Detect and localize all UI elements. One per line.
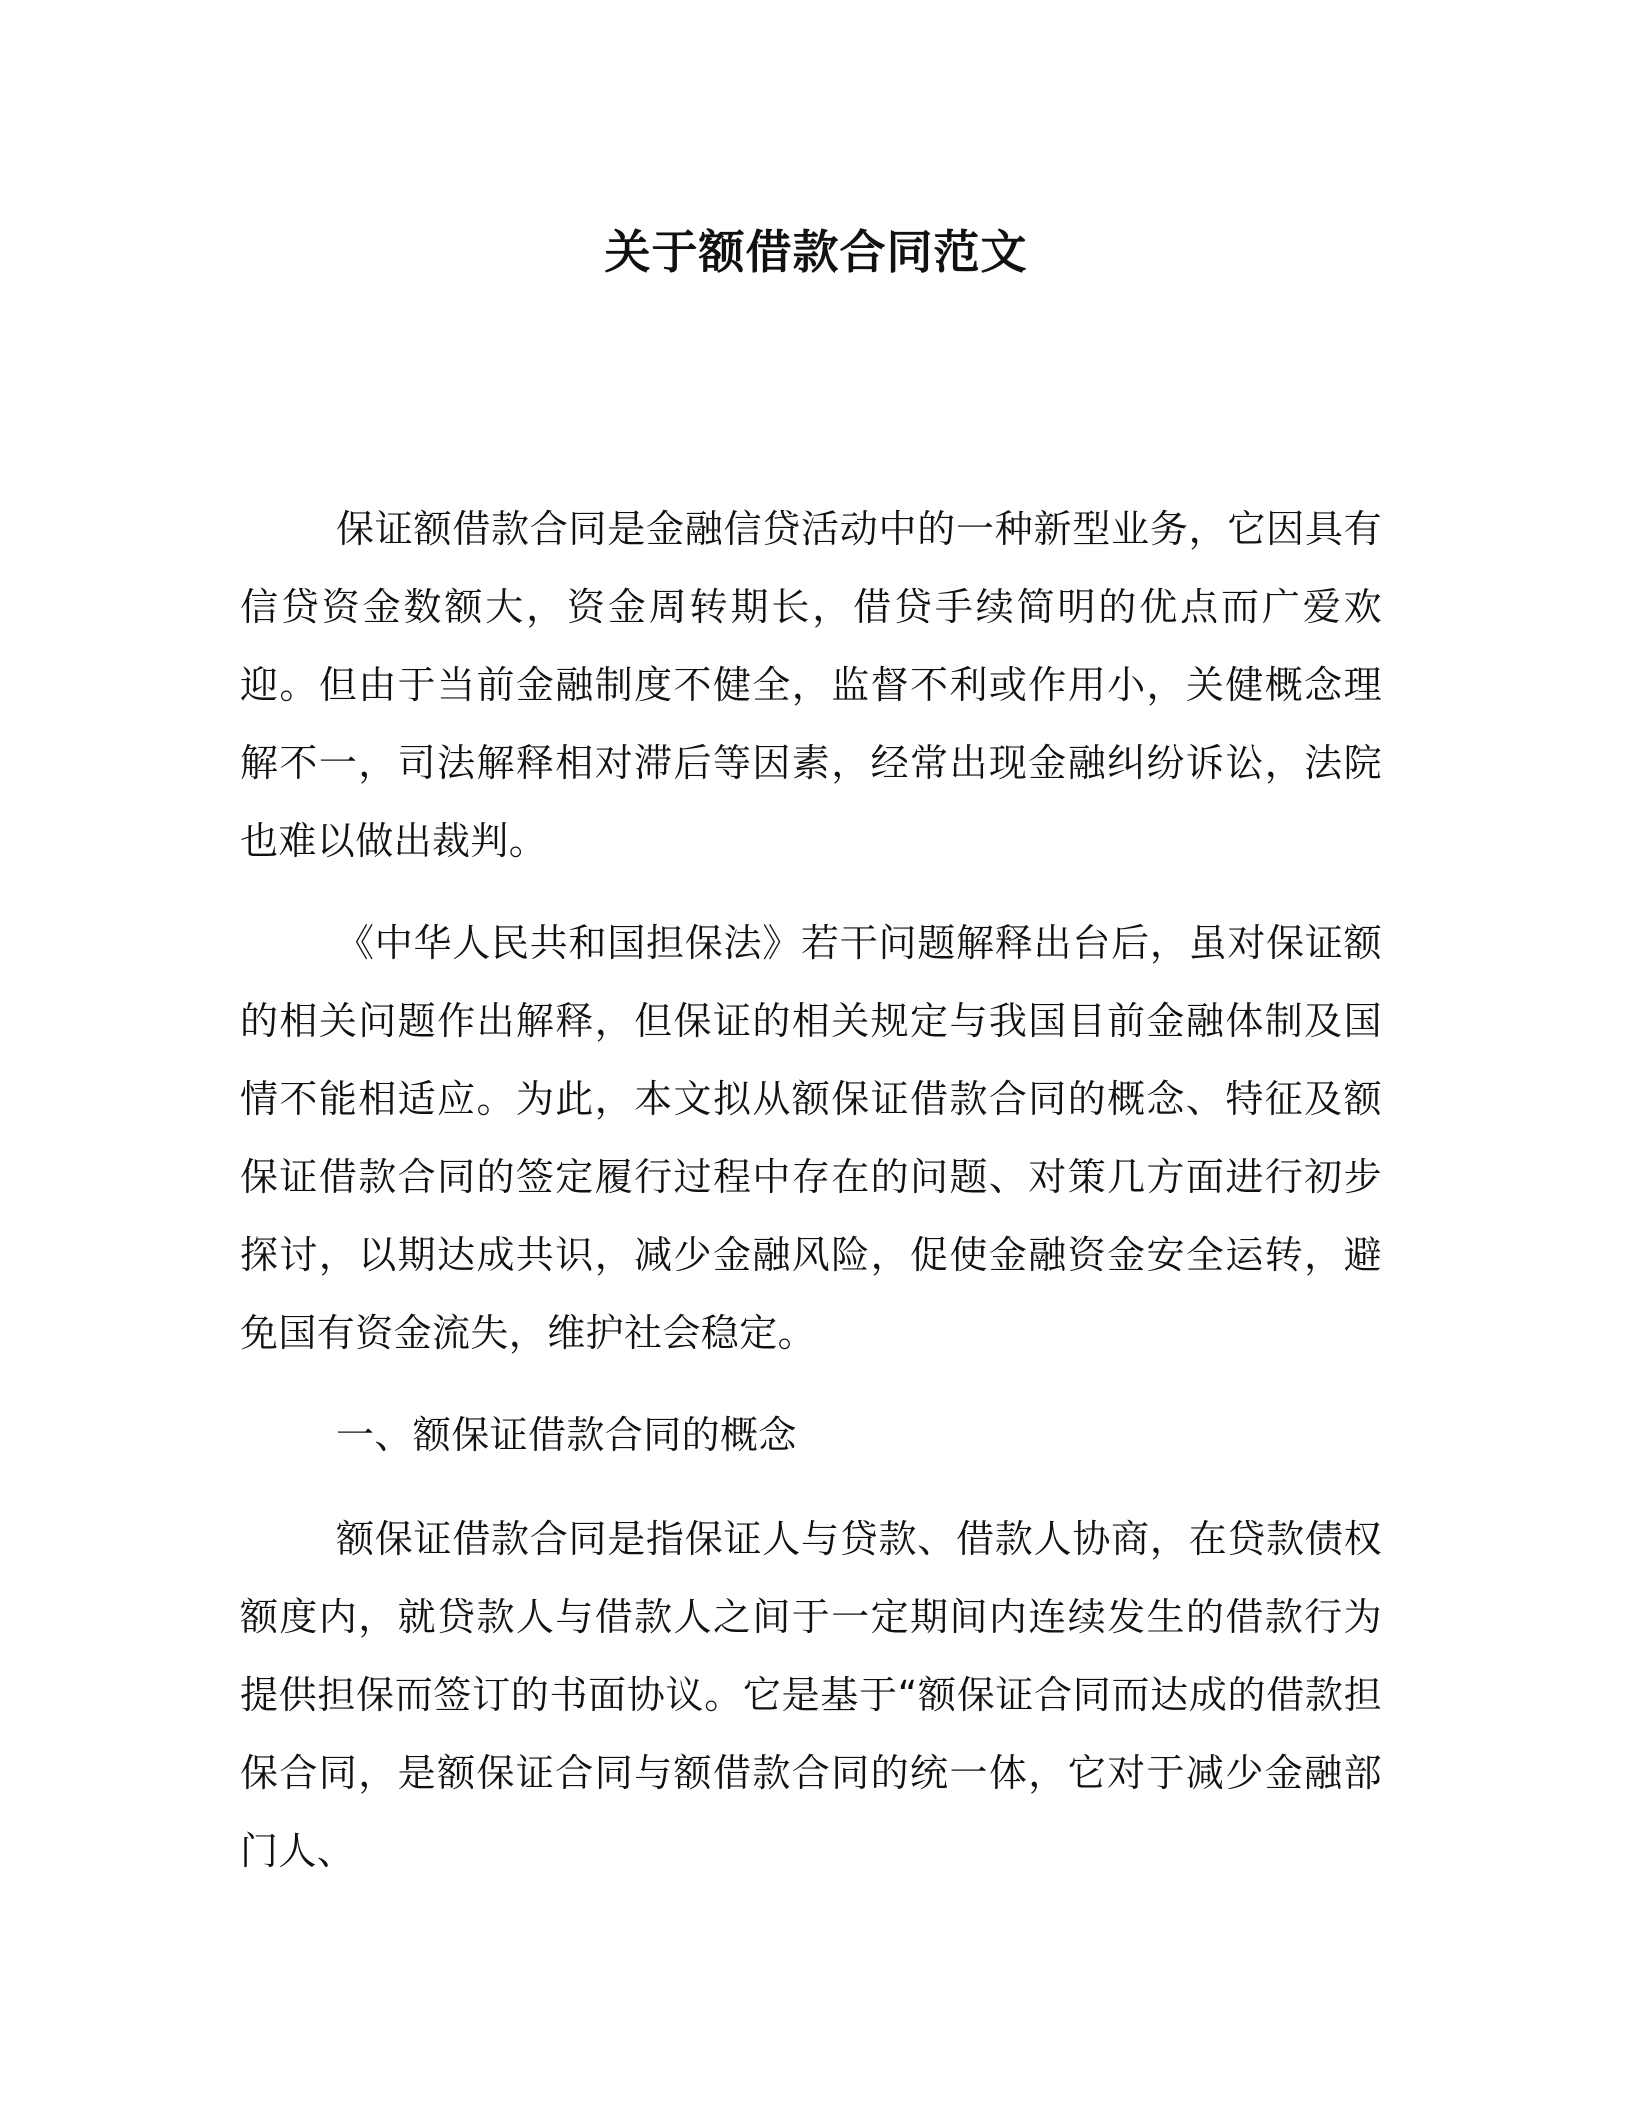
paragraph-1: 保证额借款合同是金融信贷活动中的一种新型业务，它因具有信贷资金数额大，资金周转期长，借贷手续简明的优点而广爱欢迎。但由于当前金融制度不健全，监督不利或作用小，关健概念理解不一，司法解释相对滞后等因素，经常出现金融纠纷诉讼，法院也难以做出裁判。 — [240, 507, 1382, 863]
section-paragraph: 额保证借款合同是指保证人与贷款、借款人协商，在贷款债权额度内，就贷款人与借款人之间于一定期间内连续发生的借款行为提供担保而签订的书面协议。它是基于“额保证合同而达成的借款担保合同，是额保证合同与额借款合同的统一体，它对于减少金融部门人、 — [240, 1517, 1382, 1873]
section-heading: 一、额保证借款合同的概念 — [336, 1413, 797, 1457]
paragraph-2: 《中华人民共和国担保法》若干问题解释出台后，虽对保证额的相关问题作出解释，但保证的相关规定与我国目前金融体制及国情不能相适应。为此，本文拟从额保证借款合同的概念、特征及额保证借款合同的签定履行过程中存在的问题、对策几方面进行初步探讨，以期达成共识，减少金融风险，促使金融资金安全运转，避免国有资金流失，维护社会稳定。 — [240, 921, 1382, 1355]
document-body — [240, 490, 1382, 1914]
document-title: 关于额借款合同范文 — [604, 225, 1028, 279]
